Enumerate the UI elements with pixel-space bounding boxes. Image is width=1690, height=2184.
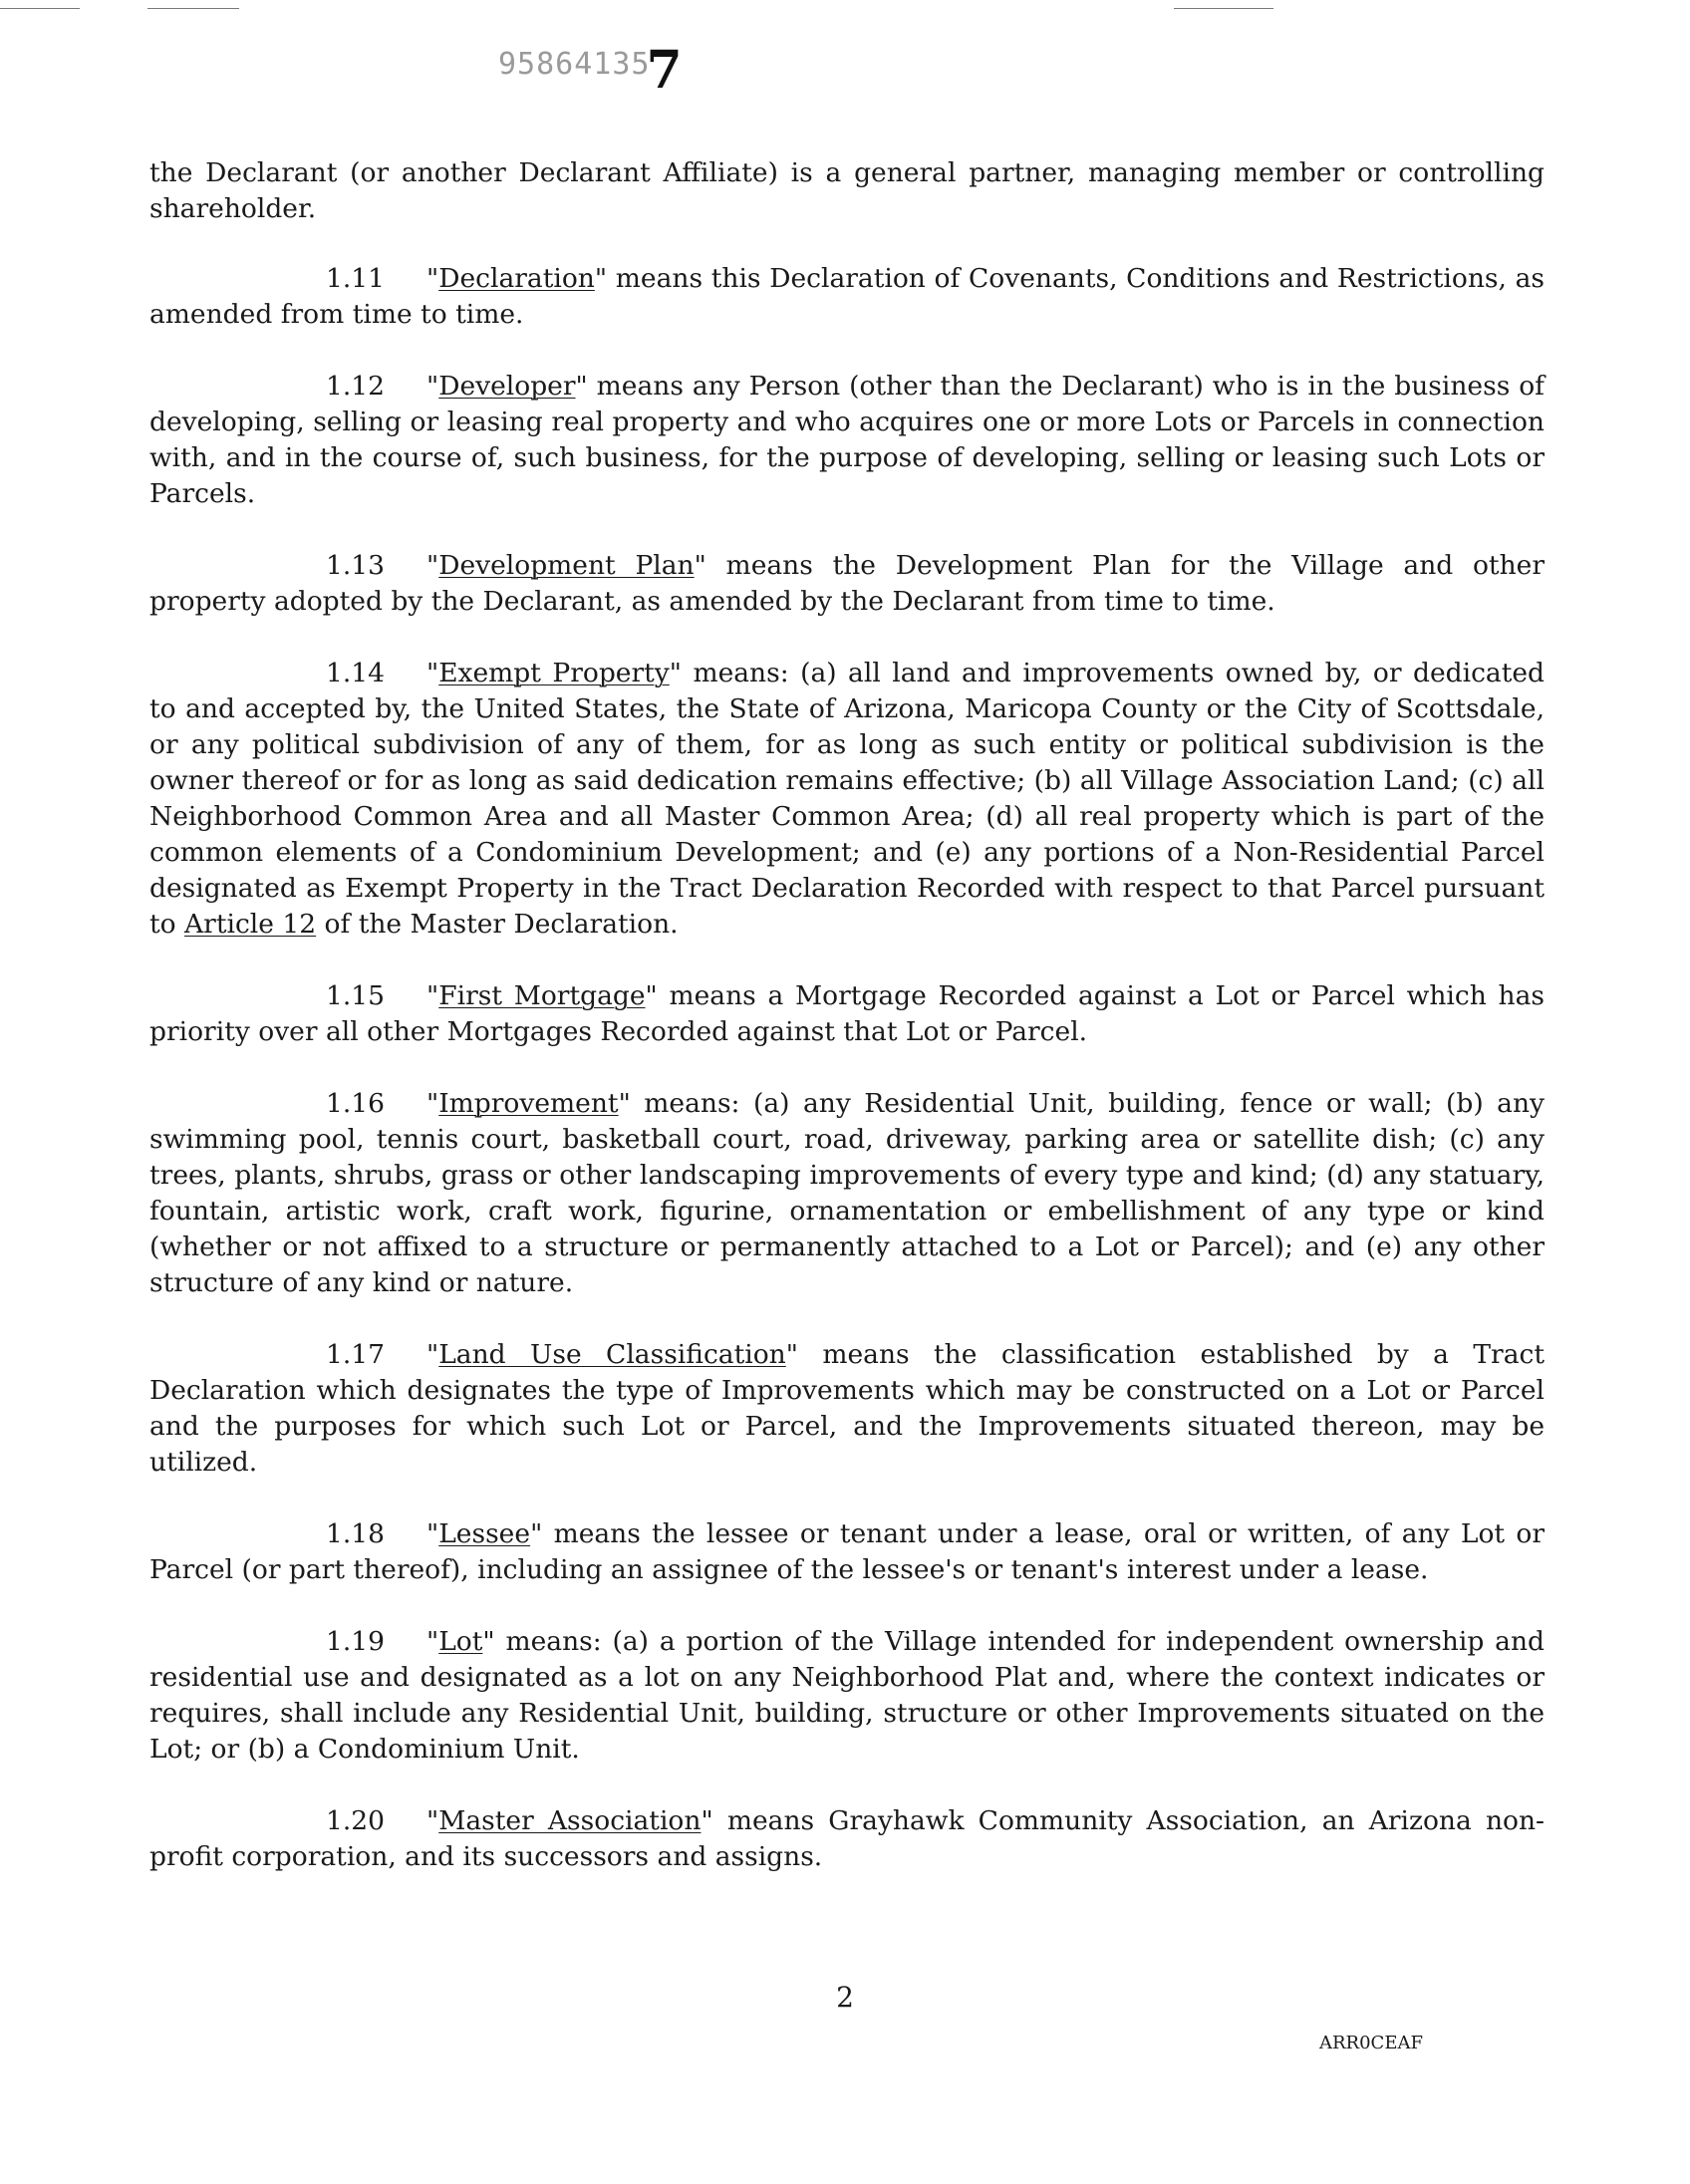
- defined-term: Exempt Property: [438, 658, 670, 688]
- definition-text: means any Person (other than the Declarant) who is in the business of developing, selling or leasing real property and who acquires one or more Lots or Parcels in connection with, and in the course of, such business, for the purpose of developing, selling or leasing such Lots or Parcels.: [149, 371, 1545, 509]
- intro-paragraph: the Declarant (or another Declarant Affiliate) is a general partner, managing member or controlling shareholder.: [149, 157, 1545, 224]
- defined-term: First Mortgage: [438, 980, 646, 1011]
- definition-paragraph: 1.11 "Declaration" means this Declaration of Covenants, Conditions and Restrictions, as amended from time to time.: [149, 263, 1545, 330]
- definition-text: means: (a) all land and improvements owned by, or dedicated to and accepted by, the United States, the State of Arizona, Maricopa County or the City of Scottsdale, or any political subdivision of any of them, for as long as such entity or political subdivision is the owner thereof or for as long as said dedication remains effective; (b) all Village Association Land; (c) all Neighborhood Common Area and all Master Common Area; (d) all real property which is part of the common elements of a Condominium Development; and (e) any portions of a Non-Residential Parcel designated as Exempt Property in the Tract Declaration Recorded with respect to that Parcel pursuant to: [149, 658, 1546, 940]
- definition-paragraph: 1.14 "Exempt Property" means: (a) all land and improvements owned by, or dedicated to and accepted by, the United States, the State of Arizona, Maricopa County or the City of Scottsdale, or any political subdivision of any of them, for as long as such entity or political subdivision is the owner thereof or for as long as said dedication remains effective; (b) all Village Association Land; (c) all Neighborhood Common Area and all Master Common Area; (d) all real property which is part of the common elements of a Condominium Development; and (e) any portions of a Non-Residential Parcel designated as Exempt Property in the Tract Declaration Recorded with respect to that Parcel pursuant to Article 12 of the Master Declaration.: [149, 658, 1546, 940]
- defined-term: Lessee: [438, 1518, 531, 1549]
- definition-text: means this Declaration of Covenants, Conditions and Restrictions, as amended from time to time.: [149, 263, 1545, 330]
- recording-number: [498, 26, 688, 101]
- section-number: 1.11: [326, 263, 386, 294]
- defined-term: Improvement: [438, 1088, 619, 1119]
- scan-artifact-line: [147, 8, 239, 9]
- definition-text: means Grayhawk Community Association, an Arizona non-profit corporation, and its successors and assigns.: [149, 1805, 1546, 1872]
- section-number: 1.20: [326, 1805, 386, 1836]
- section-number: 1.18: [326, 1518, 386, 1549]
- document-code: ARR0CEAF: [1319, 2033, 1423, 2053]
- definition-text: means: (a) a portion of the Village intended for independent ownership and residential use and designated as a lot on any Neighborhood Plat and, where the context indicates or requires, shall include any Residential Unit, building, structure or other Improvements situated on the Lot; or (b) a Condominium Unit.: [149, 1626, 1545, 1765]
- defined-term: Lot: [438, 1626, 483, 1657]
- section-number: 1.19: [326, 1626, 386, 1657]
- scan-artifact-line: [1174, 8, 1273, 9]
- scan-artifact-line: [0, 8, 80, 9]
- section-number: 1.12: [326, 371, 386, 402]
- definition-paragraph: 1.18 "Lessee" means the lessee or tenant under a lease, oral or written, of any Lot or Parcel (or part thereof), including an assignee of the lessee's or tenant's interest under a lease.: [149, 1518, 1545, 1585]
- handwritten-mark: 7: [646, 40, 684, 101]
- definition-paragraph: 1.19 "Lot" means: (a) a portion of the Village intended for independent ownership and residential use and designated as a lot on any Neighborhood Plat and, where the context indicates or requires, shall include any Residential Unit, building, structure or other Improvements situated on the Lot; or (b) a Condominium Unit.: [149, 1626, 1545, 1765]
- definition-paragraph: 1.15 "First Mortgage" means a Mortgage Recorded against a Lot or Parcel which has priority over all other Mortgages Recorded against that Lot or Parcel.: [149, 980, 1545, 1047]
- definition-text: means a Mortgage Recorded against a Lot or Parcel which has priority over all other Mortgages Recorded against that Lot or Parcel.: [149, 980, 1545, 1047]
- page-number: 2: [836, 1981, 854, 2014]
- document-body: [149, 155, 1545, 1911]
- section-number: 1.17: [326, 1339, 386, 1370]
- section-number: 1.14: [326, 658, 386, 688]
- defined-term: Developer: [438, 371, 576, 402]
- definition-paragraph: 1.12 "Developer" means any Person (other than the Declarant) who is in the business of developing, selling or leasing real property and who acquires one or more Lots or Parcels in connection with, and in the course of, such business, for the purpose of developing, selling or leasing such Lots or Parcels.: [149, 371, 1545, 509]
- definition-text: means the classification established by a Tract Declaration which designates the type of Improvements which may be constructed on a Lot or Parcel and the purposes for which such Lot or Parcel, and the Improvements situated thereon, may be utilized.: [149, 1339, 1546, 1478]
- definition-text: means: (a) any Residential Unit, building, fence or wall; (b) any swimming pool, tennis court, basketball court, road, driveway, parking area or satellite dish; (c) any trees, plants, shrubs, grass or other landscaping improvements of every type and kind; (d) any statuary, fountain, artistic work, craft work, figurine, ornamentation or embellishment of any type or kind (whether or not affixed to a structure or permanently attached to a Lot or Parcel); and (e) any other structure of any kind or nature.: [149, 1088, 1545, 1298]
- defined-term: Master Association: [438, 1805, 702, 1836]
- defined-term: Land Use Classification: [438, 1339, 786, 1370]
- definition-paragraph: 1.17 "Land Use Classification" means the classification established by a Tract Declaration which designates the type of Improvements which may be constructed on a Lot or Parcel and the purposes for which such Lot or Parcel, and the Improvements situated thereon, may be utilized.: [149, 1339, 1546, 1478]
- section-number: 1.15: [326, 980, 386, 1011]
- definition-paragraph: 1.13 "Development Plan" means the Development Plan for the Village and other property adopted by the Declarant, as amended by the Declarant from time to time.: [149, 550, 1545, 617]
- defined-term: Declaration: [438, 263, 595, 294]
- article-reference: Article 12: [184, 909, 317, 940]
- section-number: 1.13: [326, 550, 386, 581]
- section-number: 1.16: [326, 1088, 386, 1119]
- definition-text: means the lessee or tenant under a lease, oral or written, of any Lot or Parcel (or part thereof), including an assignee of the lessee's or tenant's interest under a lease.: [149, 1518, 1545, 1585]
- recording-number-stamp: 95864135: [498, 47, 651, 82]
- definition-text: means the Development Plan for the Village and other property adopted by the Declarant, as amended by the Declarant from time to time.: [149, 550, 1545, 617]
- definition-text-end: of the Master Declaration.: [316, 909, 679, 940]
- definition-paragraph: 1.20 "Master Association" means Grayhawk Community Association, an Arizona non-profit corporation, and its successors and assigns.: [149, 1805, 1546, 1872]
- definition-paragraph: 1.16 "Improvement" means: (a) any Residential Unit, building, fence or wall; (b) any swimming pool, tennis court, basketball court, road, driveway, parking area or satellite dish; (c) any trees, plants, shrubs, grass or other landscaping improvements of every type and kind; (d) any statuary, fountain, artistic work, craft work, figurine, ornamentation or embellishment of any type or kind (whether or not affixed to a structure or permanently attached to a Lot or Parcel); and (e) any other structure of any kind or nature.: [149, 1088, 1545, 1298]
- defined-term: Development Plan: [438, 550, 695, 581]
